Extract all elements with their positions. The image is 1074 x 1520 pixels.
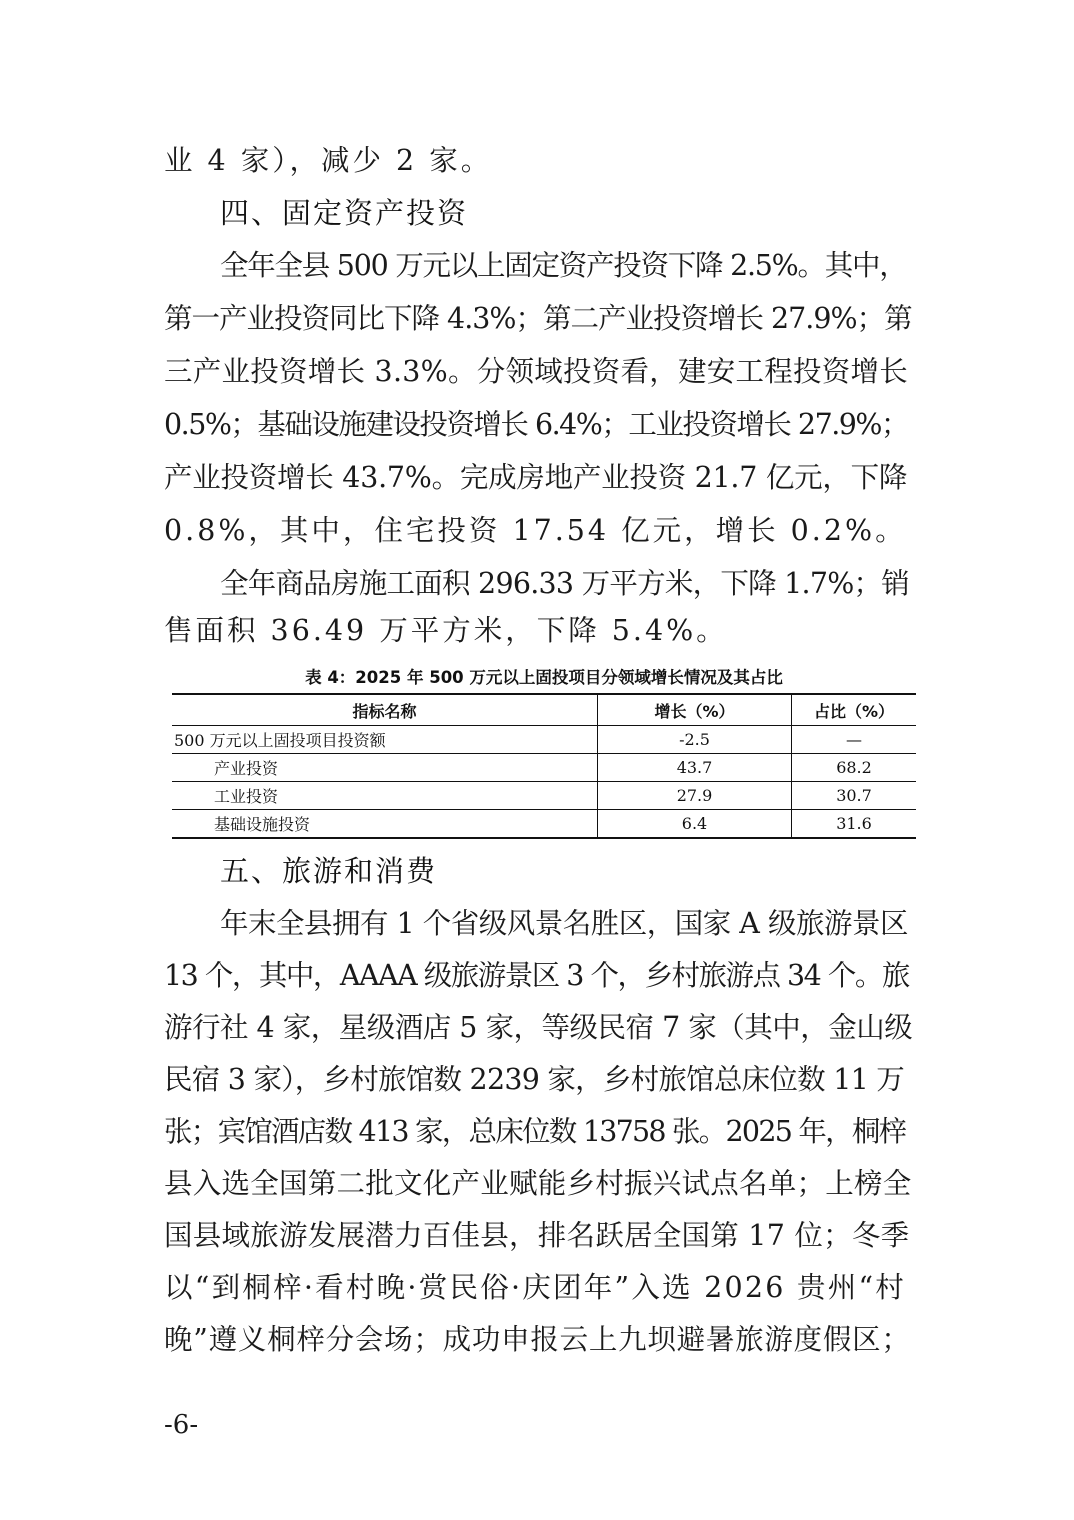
- table-row: [172, 810, 916, 839]
- paragraph-line: 张；宾馆酒店数 413 家，总床位数 13758 张。2025 年，桐梓: [164, 1115, 906, 1148]
- paragraph-line: 产业投资增长 43.7%。完成房地产业投资 21.7 亿元，下降: [164, 461, 908, 494]
- paragraph-line: 售面积 36.49 万平方米，下降 5.4%。: [164, 614, 728, 647]
- table-row: [172, 726, 916, 754]
- row-growth: 6.4: [598, 810, 792, 839]
- table-caption: 表 4：2025 年 500 万元以上固投项目分领域增长情况及其占比: [305, 668, 783, 687]
- investment-table: [172, 693, 916, 839]
- table-row: [172, 754, 916, 782]
- row-share: —: [792, 726, 917, 754]
- table-header-row: [172, 694, 916, 726]
- page-number: -6-: [164, 1410, 199, 1440]
- section-heading-fixed-assets: 四、固定资产投资: [220, 196, 469, 230]
- section-heading-tourism: 五、旅游和消费: [220, 854, 438, 888]
- header-indicator: 指标名称: [172, 694, 598, 726]
- paragraph-line: 年末全县拥有 1 个省级风景名胜区，国家 A 级旅游景区: [220, 907, 908, 940]
- header-share: 占比（%）: [792, 694, 917, 726]
- paragraph-line: 县入选全国第二批文化产业赋能乡村振兴试点名单；上榜全: [164, 1167, 912, 1200]
- row-share: 31.6: [792, 810, 917, 839]
- paragraph-line: 民宿 3 家），乡村旅馆数 2239 家，乡村旅馆总床位数 11 万: [164, 1063, 905, 1096]
- paragraph-line: 晚”遵义桐梓分会场；成功申报云上九坝避暑旅游度假区；: [164, 1323, 911, 1356]
- paragraph-line: 业 4 家），减少 2 家。: [164, 144, 493, 177]
- paragraph-line: 0.8%，其中，住宅投资 17.54 亿元，增长 0.2%。: [164, 514, 907, 547]
- paragraph-line: 以“到桐梓·看村晚·赏民俗·庆团年”入选 2026 贵州“村: [164, 1271, 907, 1304]
- paragraph-line: 全年商品房施工面积 296.33 万平方米，下降 1.7%；销: [220, 567, 910, 600]
- row-growth: -2.5: [598, 726, 792, 754]
- paragraph-line: 三产业投资增长 3.3%。分领域投资看，建安工程投资增长: [164, 355, 908, 388]
- row-name: 产业投资: [172, 754, 598, 782]
- paragraph-line: 游行社 4 家，星级酒店 5 家，等级民宿 7 家（其中，金山级: [164, 1011, 913, 1044]
- table-row: [172, 782, 916, 810]
- row-name: 基础设施投资: [172, 810, 598, 839]
- row-name: 工业投资: [172, 782, 598, 810]
- paragraph-line: 0.5%；基础设施建设投资增长 6.4%；工业投资增长 27.9%；: [164, 408, 908, 441]
- header-growth: 增长（%）: [598, 694, 792, 726]
- row-share: 68.2: [792, 754, 917, 782]
- row-name: 500 万元以上固投项目投资额: [172, 726, 598, 754]
- paragraph-line: 全年全县 500 万元以上固定资产投资下降 2.5%。其中，: [220, 249, 907, 282]
- row-growth: 43.7: [598, 754, 792, 782]
- row-growth: 27.9: [598, 782, 792, 810]
- paragraph-line: 13 个，其中，AAAA 级旅游景区 3 个，乡村旅游点 34 个。旅: [164, 959, 909, 992]
- paragraph-line: 国县域旅游发展潜力百佳县，排名跃居全国第 17 位；冬季: [164, 1219, 910, 1252]
- row-share: 30.7: [792, 782, 917, 810]
- paragraph-line: 第一产业投资同比下降 4.3%；第二产业投资增长 27.9%；第: [164, 302, 912, 335]
